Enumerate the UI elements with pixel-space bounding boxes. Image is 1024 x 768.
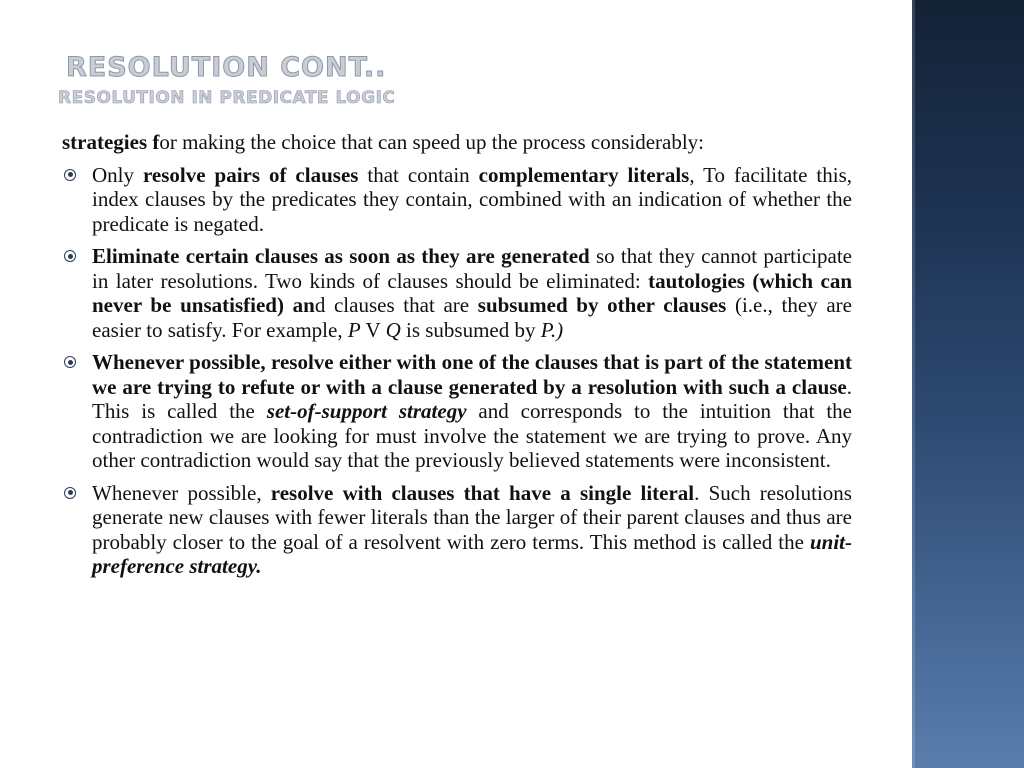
bullet-text: Whenever possible, <box>92 480 271 505</box>
bullet-text: and corresponds to the intuition that the contradiction we are looking for must involve the statement we are trying to prove. Any other contradiction would say that the previously believed statements were inconsistent. <box>92 399 852 472</box>
slide-title: RESOLUTION CONT.. <box>66 52 387 83</box>
radio-bullet-icon <box>64 487 76 499</box>
bullet-bold: complementary literals <box>478 162 690 187</box>
bullet-text: is subsumed by <box>400 317 541 342</box>
bullet-bold: resolve pairs of clauses <box>142 162 359 187</box>
bullet-text: that contain <box>358 162 479 187</box>
bullet-item-unit-preference <box>62 481 852 579</box>
bullet-italic: Q <box>385 317 401 342</box>
bullet-item-complementary-literals <box>62 163 852 237</box>
bullet-bold: tautologies (which can never be unsatisfied) an <box>92 268 853 317</box>
radio-bullet-icon <box>64 356 76 368</box>
intro-paragraph <box>62 130 852 155</box>
bullet-italic: P <box>347 317 361 342</box>
radio-bullet-icon <box>64 169 76 181</box>
bullet-bold: Whenever possible, resolve either with one of the clauses that is part of the statement we are trying to refute or with a clause generated by a resolution with such a clause <box>92 350 852 399</box>
bullet-item-eliminate-clauses <box>62 244 852 342</box>
bullet-text: (i.e., they are easier to satisfy. For example, <box>92 293 852 342</box>
slide-subtitle: RESOLUTION IN PREDICATE LOGIC <box>58 88 396 108</box>
bullet-bold: Eliminate certain clauses as soon as they are generated <box>92 244 590 268</box>
bullet-text: so that they cannot participate in later resolutions. Two kinds of clauses should be eliminated: <box>92 244 852 293</box>
bullet-italic: P.) <box>540 317 564 342</box>
bullet-bold: resolve with clauses that have a single literal <box>270 480 695 505</box>
intro-bold: strategies f <box>62 130 160 154</box>
intro-text: or making the choice that can speed up the process considerably: <box>159 130 705 154</box>
bullet-list <box>62 163 852 579</box>
bullet-bold-italic: set-of-support strategy <box>266 399 467 423</box>
bullet-item-set-of-support <box>62 350 852 473</box>
bullet-bold: subsumed by other clauses <box>477 293 727 317</box>
bullet-text: Only <box>92 162 143 187</box>
decorative-side-band <box>912 0 1024 768</box>
radio-bullet-icon <box>64 250 76 262</box>
bullet-text: V <box>360 317 386 342</box>
bullet-text: . This is called the <box>92 374 852 423</box>
bullet-text: . Such resolutions generate new clauses with fewer literals than the larger of their parent clauses and thus are probably closer to the goal of a resolvent with zero terms. This method is called the <box>92 480 852 554</box>
bullet-text: , To facilitate this, index clauses by the predicates they contain, combined with an indication of whether the predicate is negated. <box>92 162 853 236</box>
slide-body <box>62 130 852 587</box>
bullet-text: d clauses that are <box>314 293 478 317</box>
bullet-bold-italic: unit-preference strategy. <box>92 529 852 578</box>
